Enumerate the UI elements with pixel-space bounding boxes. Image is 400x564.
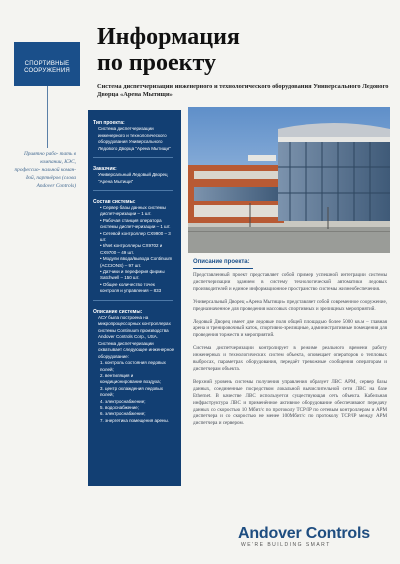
customer-heading: Заказчик: bbox=[93, 166, 117, 172]
composition-item: • Общее количество точек контроля и управления – 833 bbox=[100, 281, 162, 294]
project-type-heading: Тип проекта: bbox=[93, 120, 125, 126]
andover-controls-logo bbox=[238, 525, 388, 551]
composition-item: • Сетевой контроллер CX9900 – 3 шт. bbox=[100, 230, 171, 243]
panel-divider bbox=[93, 300, 173, 301]
composition-heading: Состав системы: bbox=[93, 199, 136, 205]
description-paragraph: Ледовый Дворец имеет две ледовые поля общей площадью более 5000 кв.м – главная арена и тренировочный каток, спортивно-зрелищные, административные помещения для проведения торжеств и мероприятий. bbox=[193, 318, 387, 339]
section-badge-label: СПОРТИВНЫЕ СООРУЖЕНИЯ bbox=[24, 61, 70, 74]
solution-item: 5. водоснабжение; bbox=[100, 405, 139, 411]
project-type-text: Система диспетчеризации инженерного и технологического оборудования Универсального Ледового Дворца "Арена Мытищи" bbox=[98, 126, 171, 151]
composition-item: • I/Net контроллеры CX9702 и CX9700 – 49 шт. bbox=[100, 243, 163, 255]
solution-item: 7. энергетика помещения арены. bbox=[100, 417, 169, 423]
description-paragraph: Система диспетчеризации контролирует в режиме реального времени работу инженерных и технологических систем объекта, оповещает операторов о тепловых выбросах, параметрах оборудования, передаёт тревожные сообщения операторам и диспетчерам объекта. bbox=[193, 345, 387, 372]
solution-heading: Описание системы: bbox=[93, 308, 143, 315]
sidebar-divider bbox=[47, 86, 48, 148]
arena-building-illustration bbox=[188, 107, 390, 253]
description-paragraph: Универсальный Дворец «Арена Мытищи» представляет собой современное сооружение, предназначенное для проведения массовых спортивных и зрелищных мероприятий. bbox=[193, 298, 387, 312]
arena-photo bbox=[188, 107, 390, 253]
description-body bbox=[193, 272, 387, 433]
page-subtitle: Система диспетчеризации инженерного и технологического оборудования Универсального Ледового Дворца «Арена Мытищи» bbox=[97, 83, 389, 98]
sidebar-quote: Приятно рабо- тать в компании, КЭС, профессио- нальной коман- дой, партнёров (слова Andover Controls) bbox=[14, 151, 76, 190]
description-underline bbox=[193, 268, 253, 269]
section-badge bbox=[14, 42, 80, 86]
page-title bbox=[97, 24, 240, 76]
composition-item: • Рабочая станция оператора системы диспетчеризации – 1 шт. bbox=[100, 217, 171, 230]
page-title-line-1: Информация bbox=[97, 24, 240, 50]
solution-item: 4. электроснабжение; bbox=[100, 398, 146, 404]
solution-intro: АСУ была построена на микропроцессорных контроллерах системы Continuum производства Andover Controls Corp., USA. Система диспетчеризации охватывает следующее инженерное оборудование: bbox=[98, 314, 175, 359]
solution-item: 2. вентиляция и кондиционирование воздуха; bbox=[100, 373, 161, 385]
description-heading: Описание проекта: bbox=[193, 259, 250, 265]
brand-tagline: WE'RE BUILDING SMART bbox=[241, 542, 331, 548]
composition-item: • Сервер базы данных системы диспетчеризации – 1 шт. bbox=[100, 205, 166, 217]
panel-divider bbox=[93, 157, 173, 158]
brand-name: Andover Controls bbox=[238, 525, 370, 542]
page-title-line-2: по проекту bbox=[97, 50, 216, 76]
solution-item: 1. контроль состояния ледовых полей; bbox=[100, 360, 166, 372]
customer-text: Универсальный Ледовый Дворец "Арена Мытищи" bbox=[98, 172, 168, 184]
description-paragraph: Верхний уровень системы получения управления образует ЛВС АРМ, сервер базы данных, соединенные посредством локальной вычислительной сети ЛВС на базе Ethernet. В качестве ЛВС используется существующая сеть объекта. Кабельная инфраструктура ЛВС и применённое активное оборудование обеспечивают передачу данных со скоростью 10 Мбит/с по протоколу TCP/IP по сетевым контроллерам и АРМ диспетчера и со скоростью не менее 100Мбит/с по протоколу TCP/IP между АРМ диспетчера и сервером. bbox=[193, 378, 387, 427]
project-info-panel bbox=[88, 110, 181, 486]
composition-item: • Модули ввода/вывода Continuum (ACCIONS) – 97 шт. bbox=[100, 256, 173, 268]
description-paragraph: Представленный проект представляет собой пример успешной интеграции системы диспетчеризации зданием в систему технологической автоматики ледовых производителей и единое информационное пространство системы жизнеобеспечения. bbox=[193, 272, 387, 292]
solution-item: 3. центр охлаждения ледовых полей; bbox=[100, 385, 164, 398]
composition-item: • Датчики и переферия фирмы Satchwell – 150 шт. bbox=[100, 269, 165, 281]
solution-item: 6. электроснабжение; bbox=[100, 411, 146, 417]
panel-divider bbox=[93, 190, 173, 191]
